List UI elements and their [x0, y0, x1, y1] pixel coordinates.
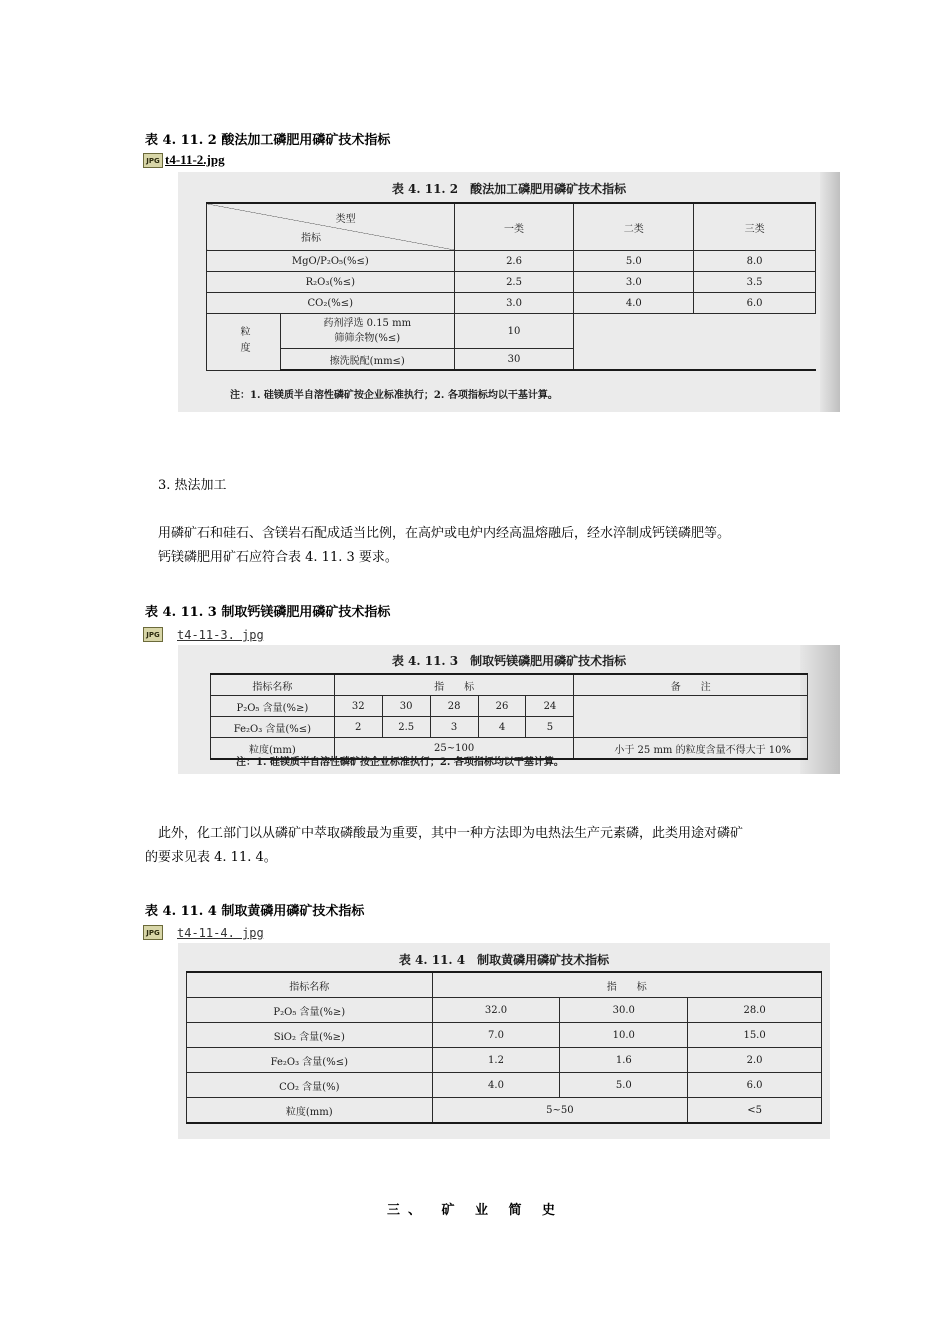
row-label: P₂O₅ 含量(%≥)	[211, 696, 335, 717]
cell: 3.5	[694, 272, 816, 293]
scan-title: 表 4. 11. 4 制取黄磷用磷矿技术指标	[398, 953, 610, 967]
cell: 10.0	[560, 1023, 688, 1048]
cell: 32	[334, 696, 382, 717]
cell: 30	[454, 349, 574, 371]
row-label: SiO₂ 含量(%≥)	[187, 1023, 433, 1048]
cell: 1.2	[432, 1048, 560, 1073]
cell: 3	[430, 717, 478, 738]
section-heading: 三、 矿 业 简 史	[386, 1203, 564, 1218]
cell: 30	[382, 696, 430, 717]
paragraph-line: 此外，化工部门以从磷矿中萃取磷酸最为重要，其中一种方法即为电热法生产元素磷，此类用途对磷矿	[158, 826, 744, 841]
spec-table-4-11-4	[186, 971, 822, 1124]
scanned-table-image-4-11-3	[178, 645, 840, 774]
cell: 3.0	[454, 293, 574, 314]
table-caption-4-11-3: 表 4. 11. 3 制取钙镁磷肥用磷矿技术指标	[145, 605, 391, 620]
table-caption-4-11-2: 表 4. 11. 2 酸法加工磷肥用磷矿技术指标	[145, 133, 391, 148]
subsection-heading: 3. 热法加工	[158, 478, 227, 493]
jpg-file-icon: JPG	[143, 627, 163, 642]
row-label: CO₂ 含量(%)	[187, 1073, 433, 1098]
table-row	[187, 1098, 822, 1124]
table-header-row	[211, 674, 808, 696]
spec-table-4-11-3	[210, 673, 808, 760]
table-row	[187, 998, 822, 1023]
cell: 28	[430, 696, 478, 717]
corner-type-label: 类型	[335, 214, 356, 225]
table-row	[207, 314, 816, 349]
grain-sub-label: 擦洗脱配(mm≤)	[280, 349, 454, 371]
table-row	[187, 1048, 822, 1073]
col-header: 指 标	[334, 674, 574, 696]
col-header: 一类	[454, 203, 574, 251]
table-header-row	[187, 972, 822, 998]
cell: 4	[478, 717, 526, 738]
col-header: 指 标	[432, 972, 821, 998]
paragraph-line: 用磷矿石和硅石、含镁岩石配成适当比例，在高炉或电炉内经高温熔融后，经水淬制成钙镁磷肥等。	[158, 526, 731, 541]
col-header: 备 注	[574, 674, 808, 696]
cell: 6.0	[688, 1073, 822, 1098]
scanned-table-image-4-11-4	[178, 943, 830, 1139]
row-label: CO₂(%≤)	[207, 293, 455, 314]
corner-index-label: 指标	[301, 233, 321, 244]
cell: 1.6	[560, 1048, 688, 1073]
grain-sub-line: 药剂浮选 0.15 mm	[323, 318, 412, 329]
cell: 7.0	[432, 1023, 560, 1048]
jpg-file-icon: JPG	[143, 153, 163, 168]
jpg-file-icon: JPG	[143, 925, 163, 940]
attachment-filename[interactable]: t4-11-3. jpg	[177, 628, 264, 642]
diagonal-header-cell	[207, 203, 455, 251]
table-note: 注：1. 硅镁质半自溶性磷矿按企业标准执行；2. 各项指标均以干基计算。	[230, 390, 558, 401]
cell: 25~100	[334, 738, 574, 760]
row-label: Fe₂O₃ 含量(%≤)	[211, 717, 335, 738]
cell: 30.0	[560, 998, 688, 1023]
cell: 5.0	[560, 1073, 688, 1098]
row-label: P₂O₅ 含量(%≥)	[187, 998, 433, 1023]
cell: 4.0	[432, 1073, 560, 1098]
table-row	[207, 293, 816, 314]
table-header-row	[207, 203, 816, 251]
cell: 5~50	[432, 1098, 688, 1124]
cell: 15.0	[688, 1023, 822, 1048]
table-note: 注：1. 硅镁质半自溶性磷矿按企业标准执行；2. 各项指标均以干基计算。	[236, 757, 564, 768]
grain-sub-line: 筛筛余物(%≤)	[334, 333, 401, 344]
scanned-table-image-4-11-2	[178, 172, 840, 412]
table-row	[207, 272, 816, 293]
grain-sub-label	[280, 314, 454, 349]
cell: 2.0	[688, 1048, 822, 1073]
paragraph-line: 的要求见表 4. 11. 4。	[145, 850, 277, 865]
table-row	[207, 251, 816, 272]
paragraph-line: 钙镁磷肥用矿石应符合表 4. 11. 3 要求。	[158, 550, 398, 565]
cell: 5.0	[574, 251, 694, 272]
attachment-link-t4-11-2[interactable]	[143, 150, 225, 168]
attachment-filename[interactable]: t4-11-4. jpg	[177, 926, 264, 940]
empty-cell	[574, 349, 816, 371]
row-label: 粒度(mm)	[187, 1098, 433, 1124]
col-header: 指标名称	[187, 972, 433, 998]
scan-title: 表 4. 11. 3 制取钙镁磷肥用磷矿技术指标	[391, 654, 627, 668]
cell: 32.0	[432, 998, 560, 1023]
row-label: R₂O₃(%≤)	[207, 272, 455, 293]
empty-cell	[574, 314, 816, 349]
cell: 4.0	[574, 293, 694, 314]
cell: 2	[334, 717, 382, 738]
scan-title: 表 4. 11. 2 酸法加工磷肥用磷矿技术指标	[391, 182, 627, 196]
cell: 2.6	[454, 251, 574, 272]
cell: 26	[478, 696, 526, 717]
cell: 10	[454, 314, 574, 349]
attachment-link-t4-11-4[interactable]	[143, 922, 264, 940]
cell: 28.0	[688, 998, 822, 1023]
attachment-filename[interactable]: t4-11-2.jpg	[165, 152, 225, 167]
col-header: 三类	[694, 203, 816, 251]
cell: 24	[526, 696, 574, 717]
spec-table-4-11-2	[206, 202, 816, 371]
table-row	[187, 1073, 822, 1098]
row-label: MgO/P₂O₅(%≤)	[207, 251, 455, 272]
table-row	[187, 1023, 822, 1048]
attachment-link-t4-11-3[interactable]	[143, 624, 264, 642]
cell: 5	[526, 717, 574, 738]
grain-label: 粒度	[207, 314, 281, 371]
col-header: 指标名称	[211, 674, 335, 696]
cell: 6.0	[694, 293, 816, 314]
cell: <5	[688, 1098, 822, 1124]
row-label: 粒度(mm)	[211, 738, 335, 760]
cell: 8.0	[694, 251, 816, 272]
cell: 3.0	[574, 272, 694, 293]
col-header: 二类	[574, 203, 694, 251]
row-label: Fe₂O₃ 含量(%≤)	[187, 1048, 433, 1073]
cell: 小于 25 mm 的粒度含量不得大于 10%	[574, 738, 808, 760]
cell: 2.5	[454, 272, 574, 293]
empty-cell	[574, 696, 808, 738]
table-caption-4-11-4: 表 4. 11. 4 制取黄磷用磷矿技术指标	[145, 904, 365, 919]
cell: 2.5	[382, 717, 430, 738]
table-row	[207, 349, 816, 371]
table-row	[211, 696, 808, 717]
